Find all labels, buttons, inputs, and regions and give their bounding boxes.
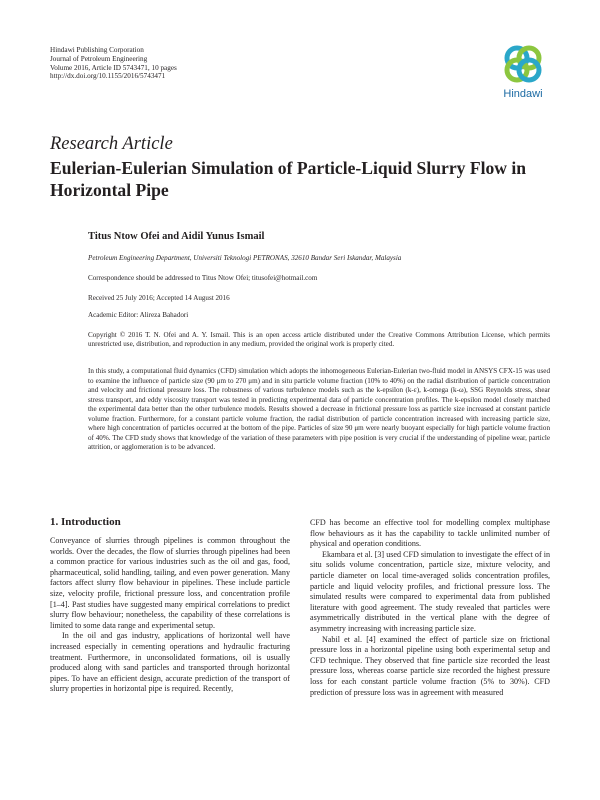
affiliation: Petroleum Engineering Department, Universiti Teknologi PETRONAS, 32610 Bandar Seri Iskandar, Malaysia — [88, 254, 402, 262]
received-dates: Received 25 July 2016; Accepted 14 August 2016 — [88, 294, 230, 302]
paper-title: Eulerian-Eulerian Simulation of Particle-Liquid Slurry Flow in Horizontal Pipe — [50, 158, 527, 200]
correspondence: Correspondence should be addressed to Titus Ntow Ofei; titusofei@hotmail.com — [88, 274, 318, 282]
volume-info: Volume 2016, Article ID 5743471, 10 pages — [50, 63, 177, 72]
section-heading-introduction: 1. Introduction — [50, 516, 121, 528]
abstract: In this study, a computational fluid dynamics (CFD) simulation which adopts the inhomogeneous Eulerian-Eulerian two-fluid model in ANSYS CFX-15 was used to examine the influence of particle size (90 μm to 270 μm) and in situ particle volume fraction (10% to 40%) on the radial distribution of particle concentration and velocity and frictional pressure loss. The robustness of various turbulence models such as the k-epsilon (k-ε), k-omega (k-ω), SSG Reynolds stress, shear stress transport, and eddy viscosity transport was tested in predicting experimental data of particle concentration profiles. The k-epsilon model closely matched the experimental data better than the other turbulence models. Results showed a decrease in frictional pressure loss as particle size increased at constant particle volume fraction. Furthermore, for a constant particle volume fraction, the radial distribution of particle concentration increased with increasing particle size, where high concentration of particles occurred at the bottom of the pipe. Particles of size 90 μm were nearly buoyant especially for high particle volume fraction of 40%. The CFD study shows that knowledge of the variation of these parameters with pipe position is very crucial if the understanding of pipeline wear, particle attrition, or agglomeration is to be advanced. — [88, 367, 550, 452]
publisher-name: Hindawi Publishing Corporation — [50, 46, 144, 54]
right-column — [310, 518, 550, 698]
paragraph: Nabil et al. [4] examined the effect of particle size on frictional pressure loss in a horizontal pipeline using both experimental setup and CFD technique. They observed that fine particle size recorded the least pressure loss, whereas coarse particle size recorded the highest pressure loss for each constant particle volume fraction (5% to 30%). CFD prediction of pressure loss was in agreement with measured — [310, 634, 550, 697]
logo-wordmark: Hindawi — [503, 88, 543, 100]
journal-name: Journal of Petroleum Engineering — [50, 54, 148, 63]
paragraph: Ekambara et al. [3] used CFD simulation to investigate the effect of in situ solids volume concentration, particle size, mixture velocity, and particle diameter on local time-averaged solids concentration profiles, particle and liquid velocity profiles, and frictional pressure loss. The simulated results were compared to experimental data from published literature with good agreement. The study revealed that particles were asymmetrically distributed in the vertical plane with the degree of asymmetry increasing with increasing particle size. — [310, 549, 550, 633]
academic-editor: Academic Editor: Alireza Bahadori — [88, 311, 189, 319]
hindawi-logo — [497, 44, 549, 104]
journal-header — [50, 46, 177, 81]
paragraph: CFD has become an effective tool for modelling complex multiphase flow behaviours as it has the capability to tackle unlimited number of physical and operation conditions. — [310, 518, 550, 549]
copyright-notice: Copyright © 2016 T. N. Ofei and A. Y. Ismail. This is an open access article distributed under the Creative Commons Attribution License, which permits unrestricted use, distribution, and reproduction in any medium, provided the original work is properly cited. — [88, 331, 550, 349]
left-column — [50, 536, 290, 695]
authors: Titus Ntow Ofei and Aidil Yunus Ismail — [88, 231, 265, 242]
article-type: Research Article — [50, 134, 173, 154]
paragraph: In the oil and gas industry, applications of horizontal well have increased especially in cementing operations and hydraulic fracturing treatment. Furthermore, in unconsolidated formations, oil is usually produced along with sand particles and transported through horizontal pipes. To have an efficient design, accurate prediction of the transport of slurry properties in horizontal pipe is required. Recently, — [50, 631, 290, 694]
doi-link[interactable]: http://dx.doi.org/10.1155/2016/5743471 — [50, 72, 166, 81]
hindawi-logo-icon — [503, 44, 543, 84]
paragraph: Conveyance of slurries through pipelines is common throughout the worlds. Over the decades, the flow of slurries through pipelines had been a common practice for various industries such as the oil and gas, food, pharmaceutical, solid handling, tailing, and even power generation. Many factors affect slurry flow behaviour in pipelines. These include particle size, velocity profile, frictional pressure loss, and concentration profile [1–4]. Past studies have suggested many empirical correlations to predict slurry flow behaviour; nonetheless, the capability of these correlations is limited to some data range and experimental setup. — [50, 536, 290, 630]
